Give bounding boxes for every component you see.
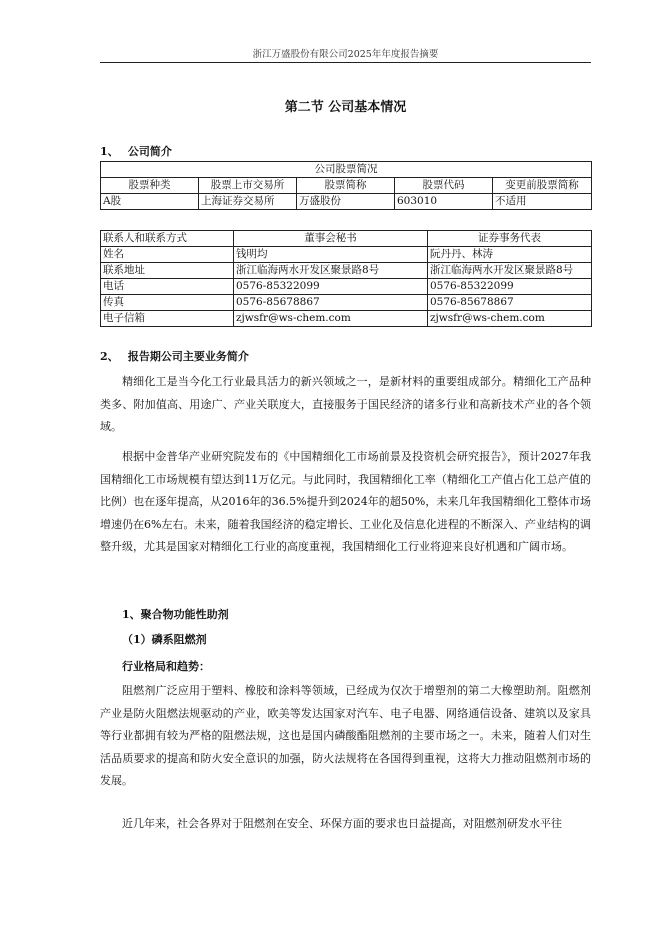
table-cell: 0576-85322099 — [234, 279, 428, 295]
subheading-industry-trend: 行业格局和趋势： — [122, 660, 210, 673]
table-cell: 浙江临海两水开发区聚景路8号 — [428, 263, 592, 279]
heading-company-profile — [100, 143, 172, 159]
table-caption: 公司股票简况 — [101, 162, 592, 178]
paragraph-2: 根据中金普华产业研究院发布的《中国精细化工市场前景及投资机会研究报告》，预计2027年我国精细化工市场规模有望达到11万亿元。与此同时，我国精细化工率（精细化工产值占化工总产值的比例）也在逐年提高，从2016年的36.5%提升到2024年的超50%，未来几年我国精细化工整体市场增速仍在6%左右。未来，随着我国经济的稳定增长、工业化及信息化进程的不断深入、产业结构的调整升级，尤其是国家对精细化工行业的高度重视，我国精细化工行业将迎来良好机遇和广阔市场。 — [100, 450, 591, 554]
table-row — [101, 295, 592, 311]
table-cell: 0576-85322099 — [428, 279, 592, 295]
stock-info-table — [100, 161, 592, 210]
paragraph-3: 阻燃剂广泛应用于塑料、橡胶和涂料等领域，已经成为仅次于增塑剂的第二大橡塑助剂。阻燃剂产业是防火阻燃法规驱动的产业，欧美等发达国家对汽车、电子电器、网络通信设备、建筑以及家具等行业都拥有较为严格的阻燃法规，这也是国内磷酸酯阻燃剂的主要市场之一。未来，随着人们对生活品质要求的提高和防火安全意识的加强，防火法规将在各国得到重视，这将大力推动阻燃剂市场的发展。 — [100, 684, 591, 788]
table-cell: 603010 — [395, 194, 493, 210]
table-cell: zjwsfr@ws-chem.com — [234, 311, 428, 327]
table-row — [101, 311, 592, 327]
table-cell: 0576-85678867 — [234, 295, 428, 311]
table-cell: 浙江临海两水开发区聚景路8号 — [234, 263, 428, 279]
table-row — [101, 247, 592, 263]
section-title: 第二节 公司基本情况 — [284, 100, 407, 115]
subheading-phosphorus-flame-retardant: （1）磷系阻燃剂 — [122, 633, 207, 646]
table-cell: 电子信箱 — [101, 311, 234, 327]
table-cell: 姓名 — [101, 247, 234, 263]
table-cell: 万盛股份 — [297, 194, 395, 210]
table-cell: 不适用 — [493, 194, 592, 210]
column-header: 证券事务代表 — [428, 231, 592, 247]
column-header: 联系人和联系方式 — [101, 231, 234, 247]
heading-label: 公司简介 — [127, 145, 172, 158]
table-header-row — [101, 231, 592, 247]
table-cell: 上海证券交易所 — [199, 194, 297, 210]
table-caption-row — [101, 162, 592, 178]
table-row — [101, 194, 592, 210]
column-header: 股票代码 — [395, 178, 493, 194]
column-header: 变更前股票简称 — [493, 178, 592, 194]
table-cell: 传真 — [101, 295, 234, 311]
paragraph-1: 精细化工是当今化工行业最具活力的新兴领域之一，是新材料的重要组成部分。精细化工产品种类多、附加值高、用途广、产业关联度大，直接服务于国民经济的诸多行业和高新技术产业的各个领域。 — [100, 375, 591, 434]
heading-number: 2、 — [100, 350, 119, 363]
table-header-row — [101, 178, 592, 194]
table-cell: 阮丹丹、林涛 — [428, 247, 592, 263]
header-divider — [100, 62, 591, 63]
heading-number: 1、 — [100, 145, 119, 158]
table-row — [101, 279, 592, 295]
column-header: 股票种类 — [101, 178, 199, 194]
contact-info-table — [100, 230, 592, 327]
running-header: 浙江万盛股份有限公司2025年年度报告摘要 — [252, 49, 439, 60]
table-cell: 电话 — [101, 279, 234, 295]
table-cell: 钱明均 — [234, 247, 428, 263]
table-row — [101, 263, 592, 279]
column-header: 股票简称 — [297, 178, 395, 194]
heading-business-overview — [100, 348, 249, 364]
column-header: 董事会秘书 — [234, 231, 428, 247]
table-cell: 联系地址 — [101, 263, 234, 279]
column-header: 股票上市交易所 — [199, 178, 297, 194]
paragraph-4: 近几年来，社会各界对于阻燃剂在安全、环保方面的要求也日益提高，对阻燃剂研发水平往 — [122, 817, 562, 830]
table-cell: A股 — [101, 194, 199, 210]
heading-label: 报告期公司主要业务简介 — [127, 350, 249, 363]
table-cell: zjwsfr@ws-chem.com — [428, 311, 592, 327]
table-cell: 0576-85678867 — [428, 295, 592, 311]
subheading-polymer-additives: 1、聚合物功能性助剂 — [122, 608, 229, 621]
